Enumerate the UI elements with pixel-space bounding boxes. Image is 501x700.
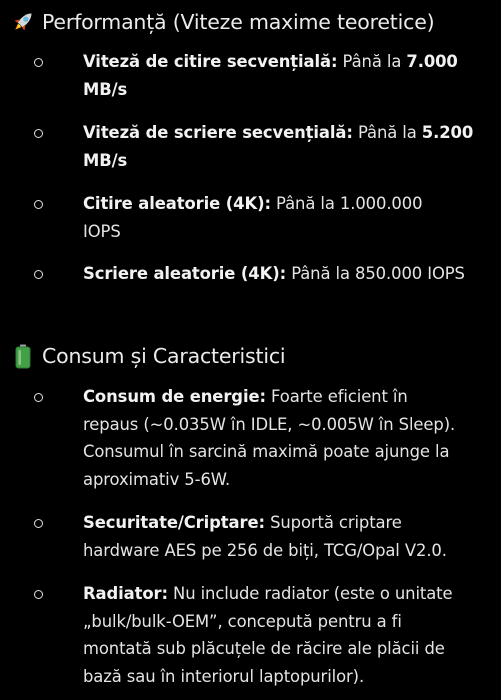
list-item-text: Securitate/Criptare: Suportă criptare hardware AES pe 256 de biți, TCG/Opal V2.0. (83, 513, 447, 560)
list-item-text: Citire aleatorie (4K): Până la 1.000.000 IOPS (83, 194, 423, 241)
rocket-icon (10, 9, 36, 35)
item-label: Scriere aleatorie (4K): (83, 264, 287, 283)
bullet-icon (34, 393, 43, 402)
list-item-text: Radiator: Nu include radiator (este o unitate „bulk/bulk-OEM”, concepută pentru a fi montată sub plăcuțele de răcire ale plăcii de bază sau în interiorul laptopurilor). (83, 584, 453, 686)
bullet-icon (34, 200, 43, 209)
item-label: Securitate/Criptare: (83, 513, 265, 532)
item-label: Consum de energie: (83, 387, 266, 406)
performance-heading (10, 6, 434, 38)
battery-icon (10, 343, 36, 369)
list-item-text: Consum de energie: Foarte eficient în repaus (~0.035W în IDLE, ~0.005W în Sleep). Consumul în sarcină maximă poate ajunge la aproximativ 5-6W. (83, 387, 456, 489)
item-label: Viteză de scriere secvențială: (83, 123, 353, 142)
bullet-icon (34, 129, 43, 138)
item-label: Citire aleatorie (4K): (83, 194, 271, 213)
bullet-icon (34, 590, 43, 599)
list-item-text: Viteză de citire secvențială: Până la 7.000 MB/s (83, 52, 458, 99)
list-item-text: Scriere aleatorie (4K): Până la 850.000 IOPS (83, 264, 465, 283)
bullet-icon (34, 58, 43, 67)
consumption-heading (10, 340, 285, 372)
bullet-icon (34, 519, 43, 528)
item-label: Radiator: (83, 584, 168, 603)
consumption-title: Consum și Caracteristici (42, 344, 286, 368)
performance-title: Performanță (Viteze maxime teoretice) (42, 10, 435, 34)
item-label: Viteză de citire secvențială: (83, 52, 338, 71)
bullet-icon (34, 270, 43, 279)
list-item-text: Viteză de scriere secvențială: Până la 5.200 MB/s (83, 123, 474, 170)
